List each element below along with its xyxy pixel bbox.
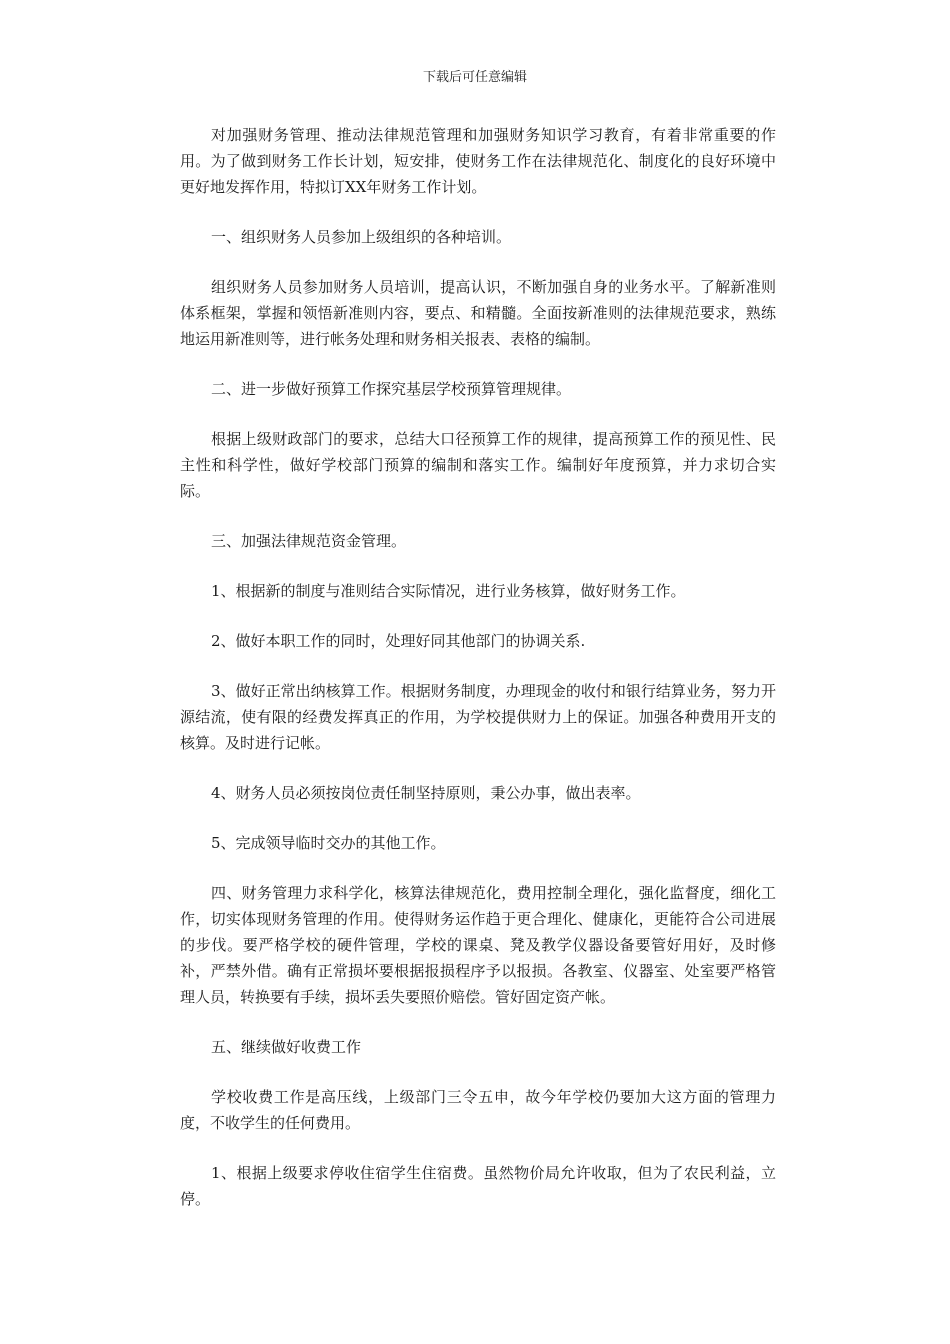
document-body xyxy=(180,122,776,1236)
section-heading-5: 五、继续做好收费工作 xyxy=(211,1038,362,1056)
section-5-paragraph: 学校收费工作是高压线，上级部门三令五申，故今年学校仍要加大这方面的管理力度，不收学生的任何费用。 xyxy=(180,1088,776,1132)
section-3-item-3: 3、做好正常出纳核算工作。根据财务制度，办理现金的收付和银行结算业务，努力开源结流，使有限的经费发挥真正的作用，为学校提供财力上的保证。加强各种费用开支的核算。及时进行记帐。 xyxy=(180,682,776,752)
intro-paragraph: 对加强财务管理、推动法律规范管理和加强财务知识学习教育，有着非常重要的作用。为了做到财务工作长计划，短安排，使财务工作在法律规范化、制度化的良好环境中更好地发挥作用，特拟订XX年财务工作计划。 xyxy=(180,126,776,196)
section-5-item-1: 1、根据上级要求停收住宿学生住宿费。虽然物价局允许收取，但为了农民利益，立停。 xyxy=(180,1164,776,1208)
section-heading-1: 一、组织财务人员参加上级组织的各种培训。 xyxy=(211,228,512,246)
section-1-paragraph: 组织财务人员参加财务人员培训，提高认识，不断加强自身的业务水平。了解新准则体系框架，掌握和领悟新准则内容，要点、和精髓。全面按新准则的法律规范要求，熟练地运用新准则等，进行帐务处理和财务相关报表、表格的编制。 xyxy=(180,278,776,348)
section-heading-3: 三、加强法律规范资金管理。 xyxy=(211,532,407,550)
section-4-paragraph: 四、财务管理力求科学化，核算法律规范化，费用控制全理化，强化监督度，细化工作，切实体现财务管理的作用。使得财务运作趋于更合理化、健康化，更能符合公司进展的步伐。要严格学校的硬件管理，学校的课桌、凳及教学仪器设备要管好用好，及时修补，严禁外借。确有正常损坏要根据报损程序予以报损。各教室、仪器室、处室要严格管理人员，转换要有手续，损坏丢失要照价赔偿。管好固定资产帐。 xyxy=(180,884,776,1006)
section-3-item-4: 4、财务人员必须按岗位责任制坚持原则，秉公办事，做出表率。 xyxy=(211,784,641,802)
section-3-item-1: 1、根据新的制度与准则结合实际情况，进行业务核算，做好财务工作。 xyxy=(211,582,686,600)
section-3-item-2: 2、做好本职工作的同时，处理好同其他部门的协调关系. xyxy=(211,632,586,650)
page-header: 下载后可任意编辑 xyxy=(422,70,527,85)
section-heading-2: 二、进一步做好预算工作探究基层学校预算管理规律。 xyxy=(211,380,572,398)
section-2-paragraph: 根据上级财政部门的要求，总结大口径预算工作的规律，提高预算工作的预见性、民主性和科学性，做好学校部门预算的编制和落实工作。编制好年度预算，并力求切合实际。 xyxy=(180,430,776,500)
section-3-item-5: 5、完成领导临时交办的其他工作。 xyxy=(211,834,446,852)
